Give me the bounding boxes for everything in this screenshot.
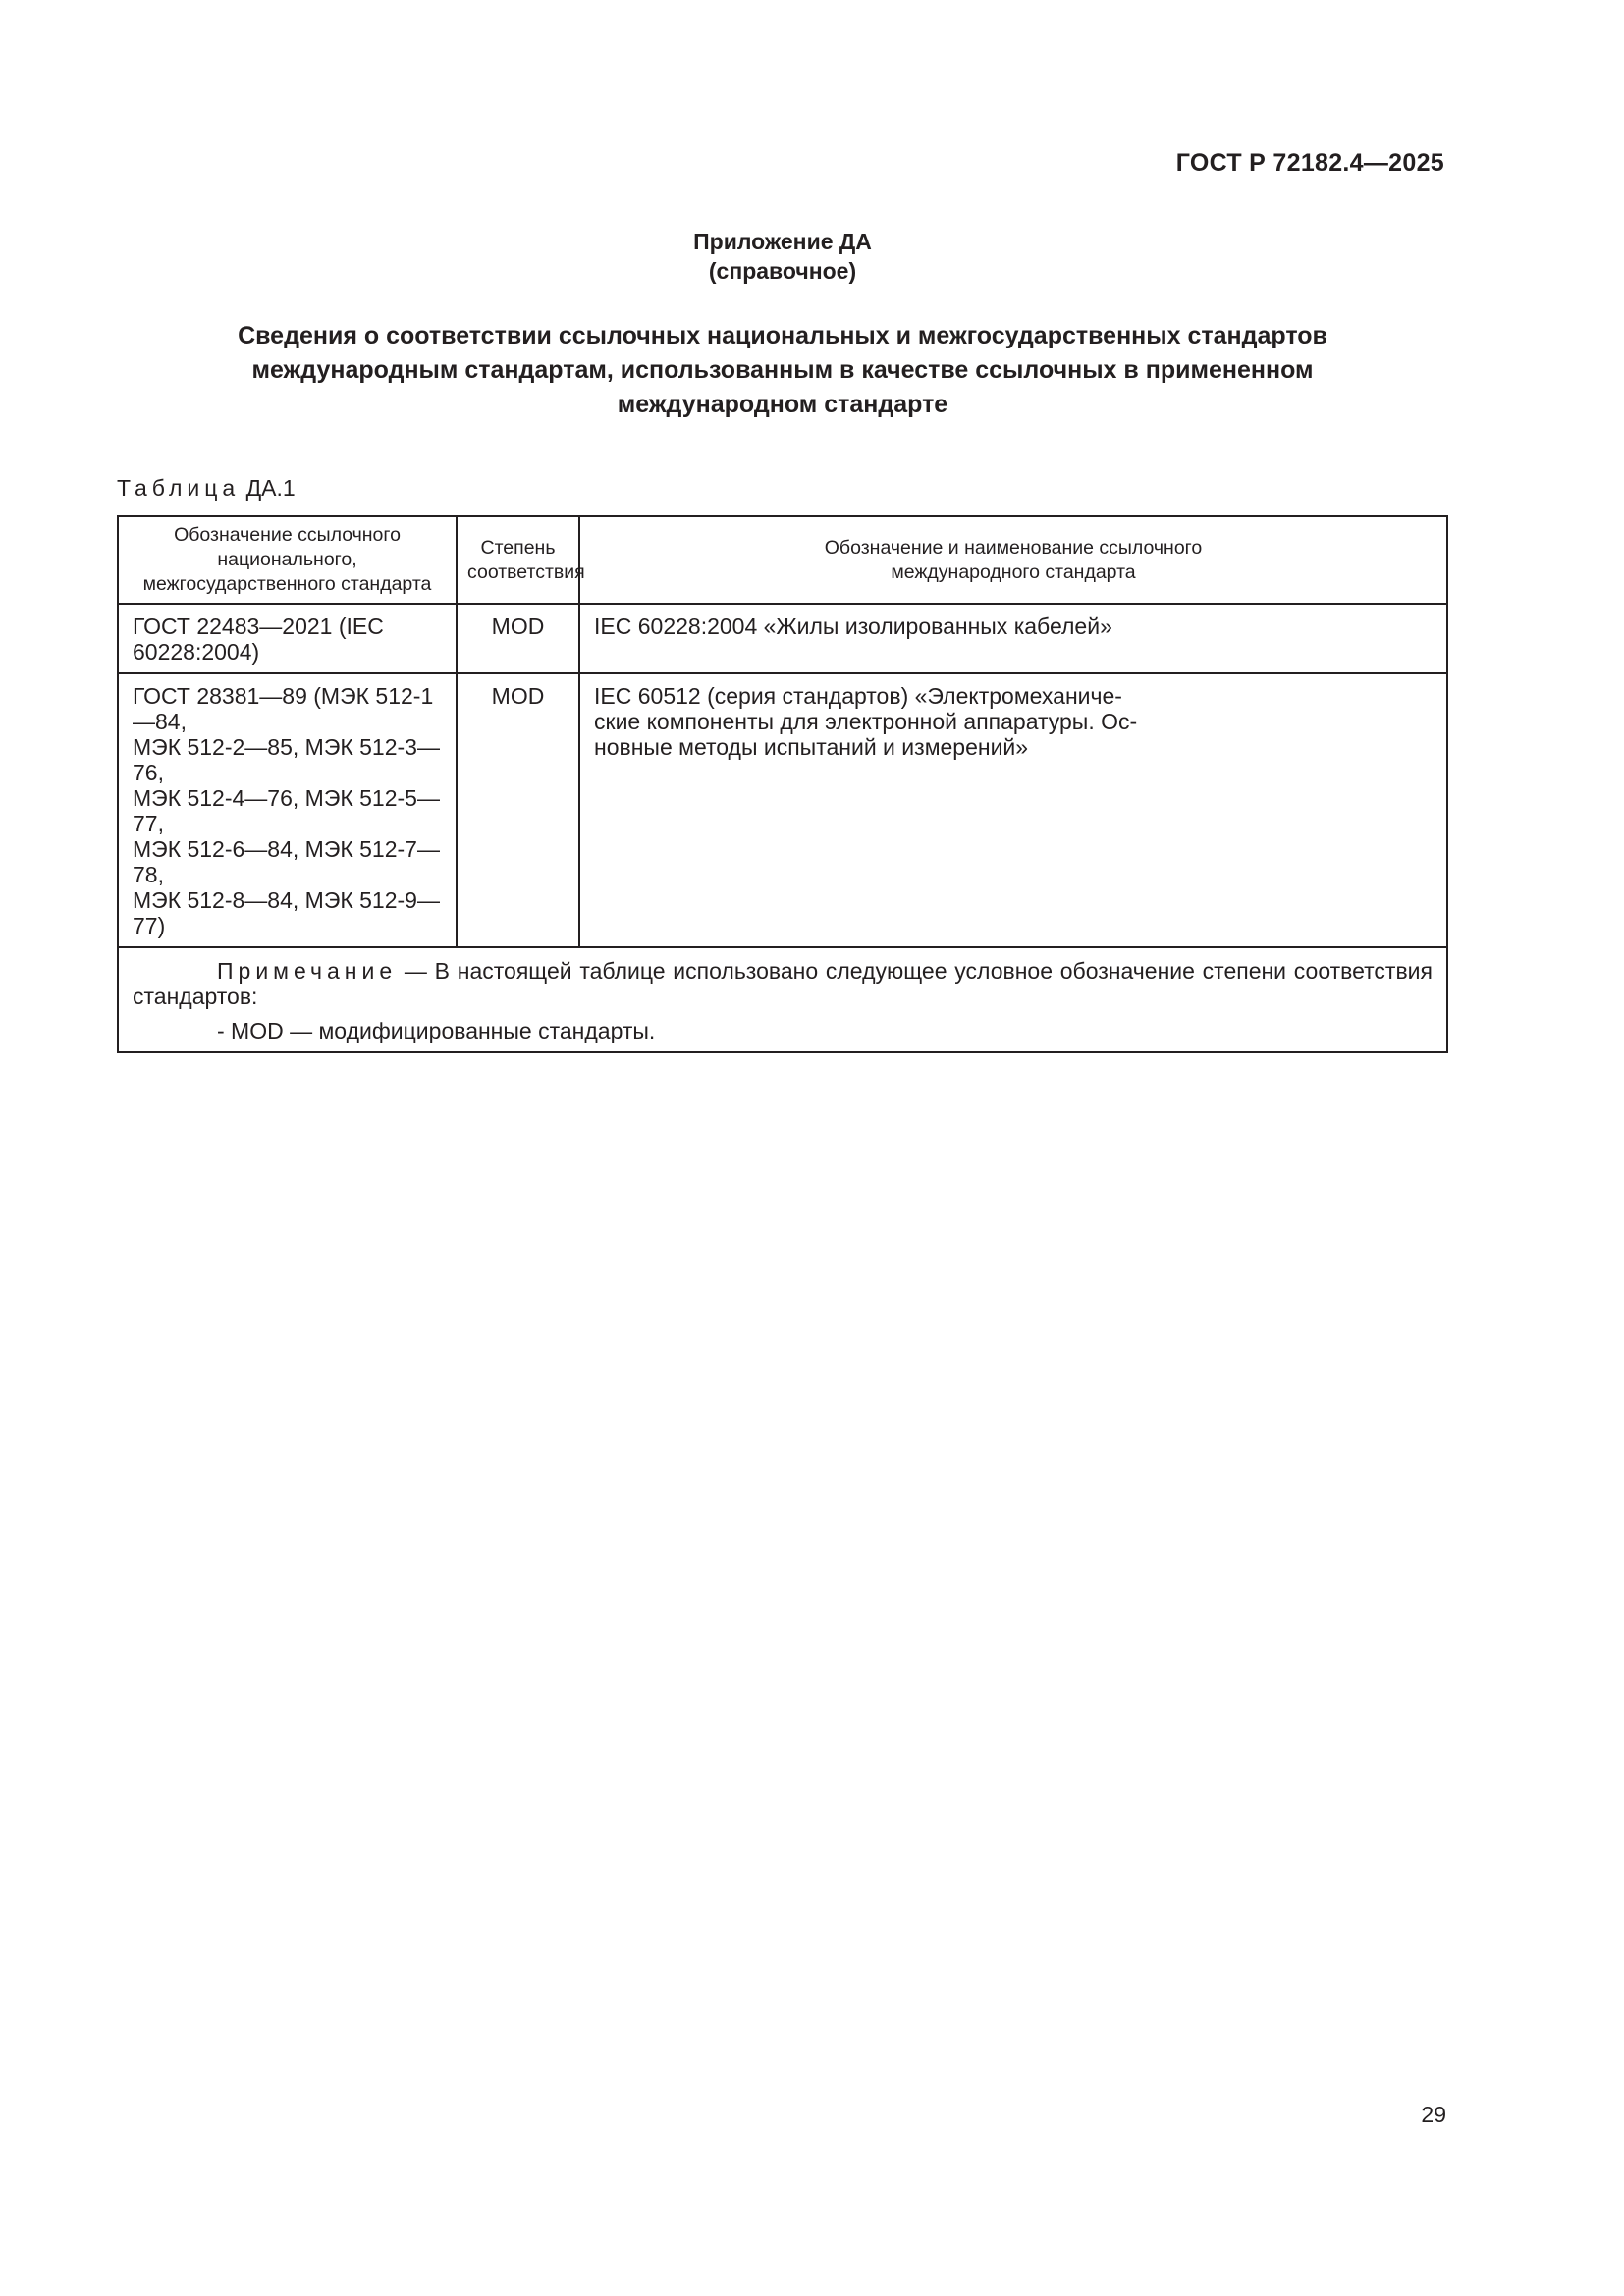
heading-line-1: Сведения о соответствии ссылочных национальных и межгосударственных стандартов — [238, 322, 1327, 349]
appendix-title: Приложение ДА — [693, 229, 872, 254]
section-heading — [118, 319, 1447, 422]
table-note-row — [118, 947, 1447, 1052]
degree-cell: MOD — [457, 604, 579, 673]
degree-cell: MOD — [457, 673, 579, 947]
table-header-row — [118, 516, 1447, 604]
table-row — [118, 673, 1447, 947]
page-number: 29 — [1421, 2102, 1446, 2127]
national-standard-cell: ГОСТ 28381—89 (МЭК 512-1—84, МЭК 512-2—85, МЭК 512-3—76, МЭК 512-4—76, МЭК 512-5—77, МЭК 512-6—84, МЭК 512-7—78, МЭК 512-8—84, МЭК 512-9—77) — [118, 673, 457, 947]
table-caption — [117, 475, 296, 502]
national-standard-cell: ГОСТ 22483—2021 (IEC 60228:2004) — [118, 604, 457, 673]
table-caption-word: Таблица — [117, 475, 241, 501]
heading-line-2: международным стандартам, использованным в качестве ссылочных в примененном — [251, 356, 1314, 384]
note-text: — В настоящей таблице использовано следующее условное обозначение степени соответствия стандартов: — [133, 958, 1433, 1009]
table-caption-id: ДА.1 — [245, 475, 296, 501]
table-row — [118, 604, 1447, 673]
header-international-standard: Обозначение и наименование ссылочного международного стандарта — [579, 516, 1447, 604]
note-label: Примечание — [217, 958, 398, 984]
header-national-standard: Обозначение ссылочного национального, межгосударственного стандарта — [118, 516, 457, 604]
note-list-item: - MOD — модифицированные стандарты. — [217, 1018, 656, 1043]
header-degree: Степень соответствия — [457, 516, 579, 604]
correspondence-table — [117, 515, 1448, 1053]
international-standard-cell: IEC 60512 (серия стандартов) «Электромеханиче- ские компоненты для электронной аппаратуры. Ос- новные методы испытаний и измерений» — [579, 673, 1447, 947]
international-standard-cell: IEC 60228:2004 «Жилы изолированных кабелей» — [579, 604, 1447, 673]
heading-line-3: международном стандарте — [617, 391, 948, 418]
document-designation: ГОСТ Р 72182.4—2025 — [1175, 149, 1444, 177]
appendix-header — [0, 227, 1565, 286]
table-note — [118, 947, 1447, 1052]
appendix-subtitle: (справочное) — [708, 258, 857, 284]
